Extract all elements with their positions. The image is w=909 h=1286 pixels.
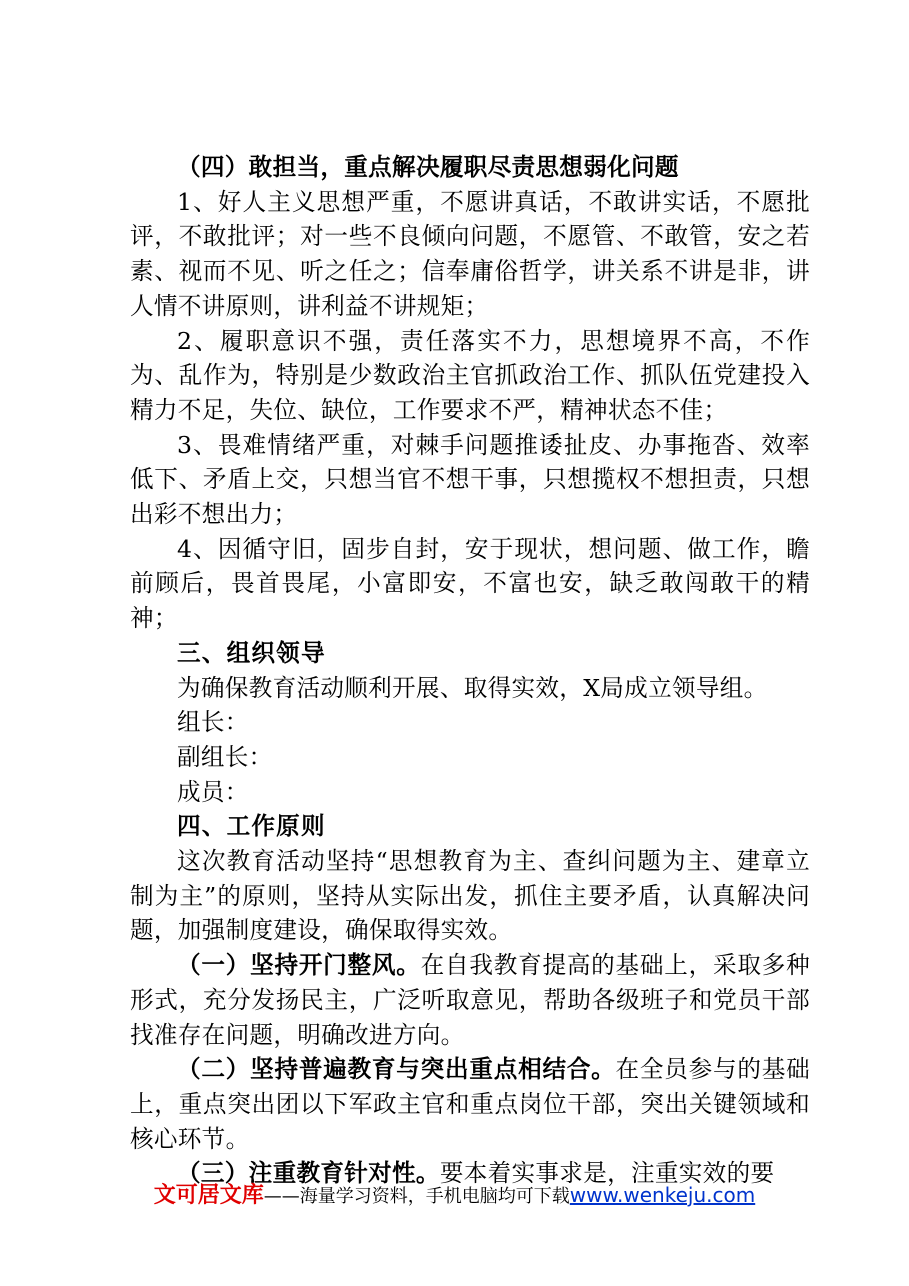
- members-line: 成员：: [177, 777, 249, 806]
- paragraph-item-1: 1、好人主义思想严重，不愿讲真话，不敢讲实话，不愿批评，不敢批评；对一些不良倾向问题，不愿管、不敢管，安之若素、视而不见、听之任之；信奉庸俗哲学，讲关系不讲是非，讲人情不讲原则，讲利益不讲规矩；: [130, 187, 810, 320]
- footer-slogan: ——海量学习资料，手机电脑均可下载: [263, 1186, 570, 1207]
- section-4-main-heading: 四、工作原则: [177, 812, 326, 841]
- principle-1-body: 在自我教育提高的基础上，采取多种形式，充分发扬民主，广泛听取意见，帮助各级班子和党员干部找准存在问题，明确改进方向。: [130, 951, 810, 1049]
- principle-2-paragraph: [130, 1052, 810, 1156]
- leader-line: 组长：: [177, 708, 249, 737]
- section-4-heading: [130, 150, 810, 185]
- principle-2-body: 在全员参与的基础上，重点突出团以下军政主官和重点岗位干部，突出关键领域和核心环节。: [130, 1055, 810, 1153]
- section-3-heading: 三、组织领导: [177, 638, 326, 667]
- principle-3-lead: （三）注重教育针对性。: [177, 1159, 440, 1188]
- footer-link[interactable]: www.wenkeju.com: [569, 1183, 756, 1207]
- section-4-heading-rest: 重点解决履职尽责思想弱化问题: [344, 153, 679, 181]
- org-intro-paragraph: 为确保教育活动顺利开展、取得实效，X局成立领导组。: [177, 673, 768, 702]
- paragraph-item-3: 3、畏难情绪严重，对棘手问题推诿扯皮、办事拖沓、效率低下、矛盾上交，只想当官不想干事，只想揽权不想担责，只想出彩不想出力；: [130, 430, 810, 529]
- paragraph-item-2: 2、履职意识不强，责任落实不力，思想境界不高，不作为、乱作为，特别是少数政治主官抓政治工作、抓队伍党建投入精力不足，失位、缺位，工作要求不严，精神状态不佳；: [130, 326, 810, 424]
- principle-1-lead: （一）坚持开门整风。: [177, 951, 421, 980]
- principle-2-lead: （二）坚持普遍教育与突出重点相结合。: [177, 1055, 616, 1084]
- section-4-heading-lead: （四）敢担当，: [177, 153, 345, 181]
- principle-1-paragraph: [130, 948, 810, 1052]
- principle-3-body: 要本着实事求是，注重实效的要: [439, 1159, 775, 1188]
- footer-brand: 文可居文库: [153, 1183, 264, 1208]
- deputy-leader-line: 副组长：: [177, 742, 273, 771]
- paragraph-item-4: 4、因循守旧，固步自封，安于现状，想问题、做工作，瞻前顾后，畏首畏尾，小富即安，不富也安，缺乏敢闯敢干的精神；: [130, 534, 810, 633]
- document-body: [130, 150, 810, 1191]
- footer-banner: [0, 1181, 909, 1211]
- principles-intro-paragraph: 这次教育活动坚持“思想教育为主、查纠问题为主、建章立制为主”的原则，坚持从实际出发，抓住主要矛盾，认真解决问题，加强制度建设，确保取得实效。: [130, 847, 810, 945]
